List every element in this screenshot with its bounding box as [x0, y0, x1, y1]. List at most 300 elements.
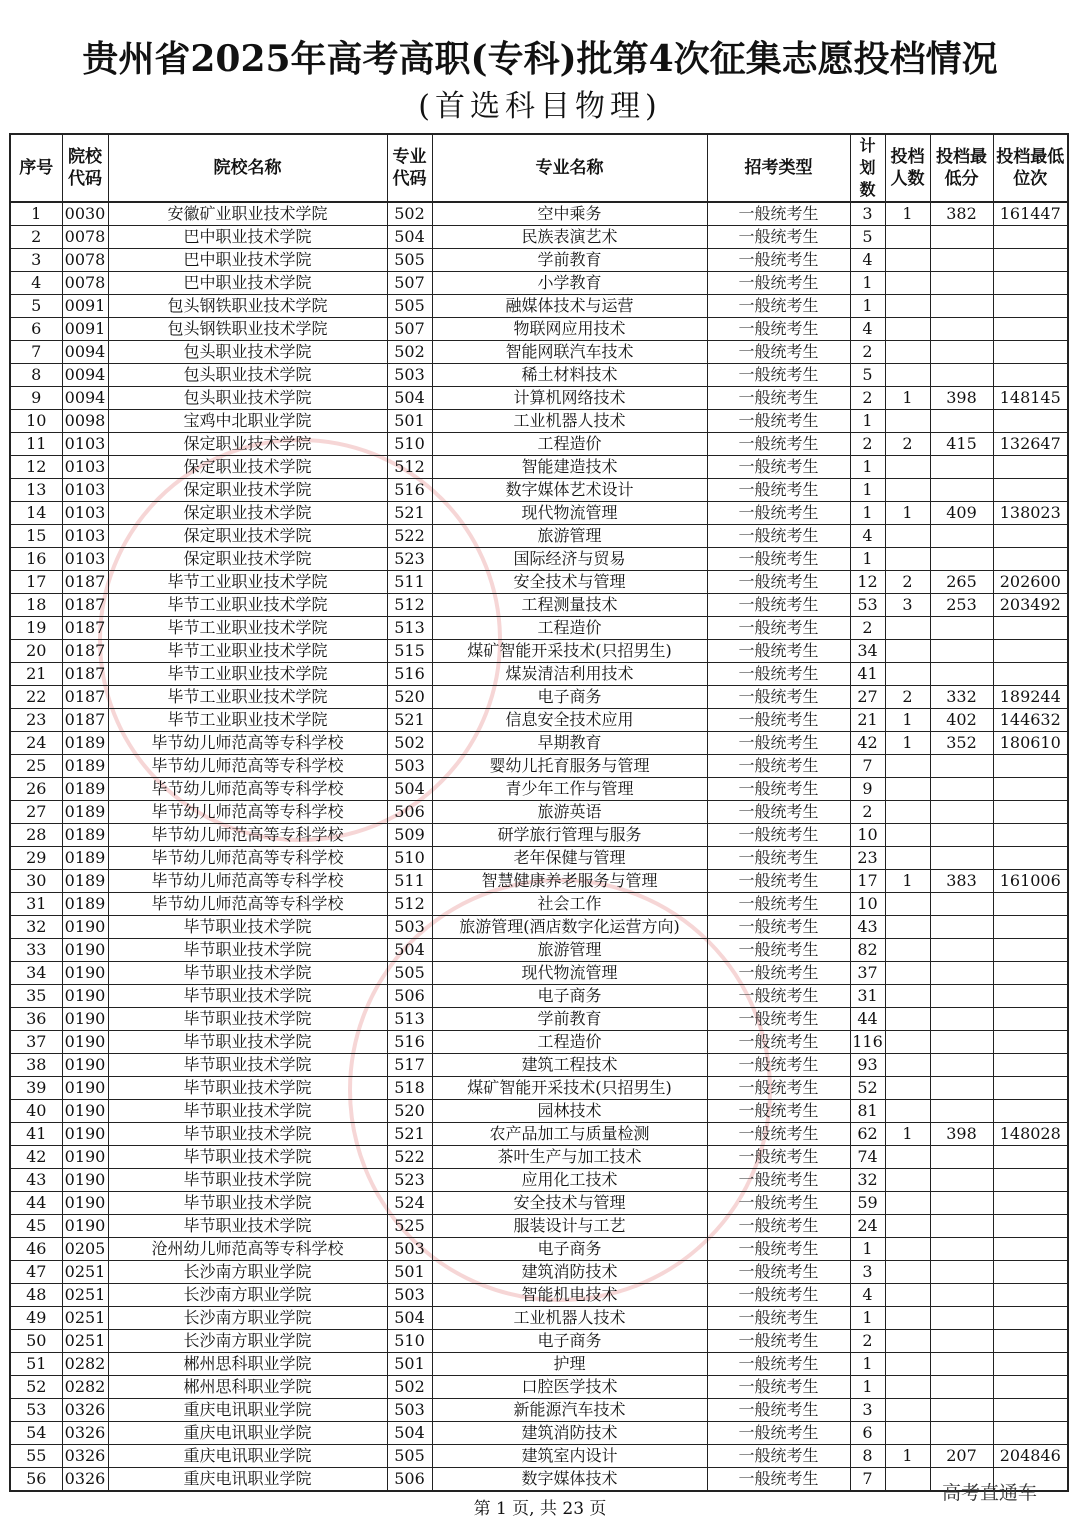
cell-plan: 5 [850, 364, 885, 387]
cell-major-code: 504 [387, 1307, 432, 1330]
table-row [10, 479, 1068, 502]
cell-plan: 1 [850, 1376, 885, 1399]
cell-seq: 53 [10, 1399, 62, 1422]
table-row [10, 801, 1068, 824]
cell-min-score [930, 1376, 993, 1399]
cell-school-name: 包头职业技术学院 [108, 341, 387, 364]
cell-type: 一般统考生 [707, 1422, 850, 1445]
table-row [10, 778, 1068, 801]
cell-school-name: 郴州思科职业学院 [108, 1353, 387, 1376]
cell-plan: 52 [850, 1077, 885, 1100]
cell-school-name: 毕节职业技术学院 [108, 1215, 387, 1238]
cell-major-name: 煤矿智能开采技术(只招男生) [432, 640, 707, 663]
cell-plan: 7 [850, 1468, 885, 1492]
header-admitted [885, 134, 930, 202]
table-row [10, 295, 1068, 318]
cell-plan: 34 [850, 640, 885, 663]
table-row [10, 1422, 1068, 1445]
cell-min-rank [993, 1146, 1068, 1169]
cell-major-name: 智能建造技术 [432, 456, 707, 479]
cell-major-name: 智能网联汽车技术 [432, 341, 707, 364]
cell-major-name: 电子商务 [432, 1238, 707, 1261]
cell-school-code: 0251 [62, 1261, 108, 1284]
table-row [10, 1192, 1068, 1215]
cell-plan: 42 [850, 732, 885, 755]
cell-major-name: 工业机器人技术 [432, 410, 707, 433]
cell-school-name: 毕节幼儿师范高等专科学校 [108, 778, 387, 801]
cell-school-name: 重庆电讯职业学院 [108, 1422, 387, 1445]
cell-plan: 12 [850, 571, 885, 594]
cell-min-score [930, 1307, 993, 1330]
brand-label: 高考直通车 [942, 1482, 1038, 1504]
cell-school-code: 0103 [62, 456, 108, 479]
cell-major-code: 502 [387, 1376, 432, 1399]
cell-admitted: 1 [885, 502, 930, 525]
cell-type: 一般统考生 [707, 1238, 850, 1261]
cell-major-code: 503 [387, 916, 432, 939]
cell-school-code: 0187 [62, 663, 108, 686]
cell-seq: 22 [10, 686, 62, 709]
cell-major-name: 工程造价 [432, 433, 707, 456]
cell-min-rank [993, 525, 1068, 548]
cell-major-code: 504 [387, 939, 432, 962]
cell-admitted: 1 [885, 870, 930, 893]
cell-min-score [930, 893, 993, 916]
cell-major-code: 524 [387, 1192, 432, 1215]
cell-min-score [930, 824, 993, 847]
cell-major-name: 计算机网络技术 [432, 387, 707, 410]
cell-seq: 8 [10, 364, 62, 387]
cell-admitted [885, 226, 930, 249]
cell-min-score [930, 985, 993, 1008]
cell-admitted [885, 1054, 930, 1077]
cell-min-rank [993, 1031, 1068, 1054]
cell-min-rank [993, 456, 1068, 479]
cell-min-score [930, 272, 993, 295]
cell-type: 一般统考生 [707, 962, 850, 985]
cell-admitted [885, 456, 930, 479]
cell-school-code: 0189 [62, 778, 108, 801]
cell-school-code: 0187 [62, 617, 108, 640]
cell-seq: 34 [10, 962, 62, 985]
header-min-score-text: 投档最低分 [936, 147, 987, 189]
cell-type: 一般统考生 [707, 1399, 850, 1422]
cell-seq: 37 [10, 1031, 62, 1054]
cell-admitted [885, 272, 930, 295]
cell-type: 一般统考生 [707, 226, 850, 249]
cell-min-score [930, 640, 993, 663]
cell-type: 一般统考生 [707, 1445, 850, 1468]
cell-min-rank [993, 824, 1068, 847]
cell-major-name: 空中乘务 [432, 202, 707, 226]
cell-school-name: 毕节职业技术学院 [108, 1100, 387, 1123]
cell-school-code: 0187 [62, 571, 108, 594]
cell-major-code: 521 [387, 1123, 432, 1146]
cell-admitted [885, 824, 930, 847]
cell-major-name: 民族表演艺术 [432, 226, 707, 249]
cell-min-score [930, 318, 993, 341]
cell-major-name: 学前教育 [432, 1008, 707, 1031]
cell-school-name: 安徽矿业职业技术学院 [108, 202, 387, 226]
cell-major-name: 学前教育 [432, 249, 707, 272]
cell-type: 一般统考生 [707, 732, 850, 755]
cell-min-score: 383 [930, 870, 993, 893]
cell-school-code: 0078 [62, 272, 108, 295]
cell-min-score [930, 410, 993, 433]
cell-admitted [885, 1192, 930, 1215]
cell-school-code: 0190 [62, 1123, 108, 1146]
cell-major-code: 503 [387, 364, 432, 387]
cell-seq: 4 [10, 272, 62, 295]
cell-type: 一般统考生 [707, 1376, 850, 1399]
cell-school-name: 毕节职业技术学院 [108, 1054, 387, 1077]
cell-plan: 2 [850, 433, 885, 456]
cell-school-code: 0190 [62, 1192, 108, 1215]
table-row [10, 1054, 1068, 1077]
cell-plan: 1 [850, 1307, 885, 1330]
cell-school-name: 毕节职业技术学院 [108, 939, 387, 962]
cell-school-name: 毕节幼儿师范高等专科学校 [108, 755, 387, 778]
cell-major-name: 茶叶生产与加工技术 [432, 1146, 707, 1169]
cell-type: 一般统考生 [707, 1261, 850, 1284]
cell-seq: 56 [10, 1468, 62, 1492]
cell-plan: 8 [850, 1445, 885, 1468]
table-row [10, 847, 1068, 870]
cell-seq: 13 [10, 479, 62, 502]
cell-major-code: 504 [387, 1422, 432, 1445]
table-row [10, 1169, 1068, 1192]
cell-min-rank: 203492 [993, 594, 1068, 617]
header-major-code-text: 专业代码 [392, 147, 427, 189]
cell-type: 一般统考生 [707, 778, 850, 801]
cell-type: 一般统考生 [707, 985, 850, 1008]
cell-min-rank [993, 755, 1068, 778]
table-row [10, 755, 1068, 778]
cell-major-code: 513 [387, 1008, 432, 1031]
page-subtitle: (首选科目物理) [418, 89, 662, 124]
cell-seq: 3 [10, 249, 62, 272]
cell-min-score [930, 548, 993, 571]
table-row [10, 502, 1068, 525]
cell-seq: 26 [10, 778, 62, 801]
cell-min-rank [993, 272, 1068, 295]
table-row [10, 571, 1068, 594]
cell-plan: 4 [850, 525, 885, 548]
cell-admitted: 2 [885, 686, 930, 709]
table-row [10, 709, 1068, 732]
cell-type: 一般统考生 [707, 870, 850, 893]
cell-major-name: 建筑室内设计 [432, 1445, 707, 1468]
cell-min-score [930, 295, 993, 318]
table-row [10, 1031, 1068, 1054]
cell-plan: 1 [850, 1238, 885, 1261]
cell-plan: 74 [850, 1146, 885, 1169]
cell-admitted: 1 [885, 387, 930, 410]
cell-admitted [885, 1284, 930, 1307]
cell-admitted [885, 318, 930, 341]
cell-admitted [885, 479, 930, 502]
cell-school-code: 0187 [62, 709, 108, 732]
cell-major-name: 建筑工程技术 [432, 1054, 707, 1077]
cell-school-name: 保定职业技术学院 [108, 456, 387, 479]
cell-admitted [885, 640, 930, 663]
cell-major-name: 电子商务 [432, 985, 707, 1008]
cell-seq: 16 [10, 548, 62, 571]
table-row [10, 824, 1068, 847]
cell-type: 一般统考生 [707, 594, 850, 617]
cell-min-rank [993, 1376, 1068, 1399]
cell-seq: 43 [10, 1169, 62, 1192]
table-row [10, 1100, 1068, 1123]
cell-school-name: 包头职业技术学院 [108, 364, 387, 387]
cell-major-name: 旅游管理 [432, 525, 707, 548]
cell-plan: 37 [850, 962, 885, 985]
cell-min-rank [993, 1422, 1068, 1445]
cell-school-name: 郴州思科职业学院 [108, 1376, 387, 1399]
table-row [10, 249, 1068, 272]
cell-min-score: 207 [930, 1445, 993, 1468]
cell-major-code: 522 [387, 1146, 432, 1169]
cell-admitted: 1 [885, 1445, 930, 1468]
cell-min-score [930, 1146, 993, 1169]
page-title: 贵州省2025年高考高职(专科)批第4次征集志愿投档情况 [82, 38, 998, 80]
cell-type: 一般统考生 [707, 824, 850, 847]
cell-school-code: 0189 [62, 893, 108, 916]
cell-type: 一般统考生 [707, 525, 850, 548]
cell-plan: 21 [850, 709, 885, 732]
cell-admitted [885, 410, 930, 433]
table-row [10, 272, 1068, 295]
cell-admitted [885, 1077, 930, 1100]
cell-seq: 54 [10, 1422, 62, 1445]
cell-school-name: 巴中职业技术学院 [108, 226, 387, 249]
cell-school-code: 0282 [62, 1376, 108, 1399]
cell-type: 一般统考生 [707, 1169, 850, 1192]
cell-min-rank [993, 801, 1068, 824]
cell-school-code: 0091 [62, 318, 108, 341]
cell-major-name: 早期教育 [432, 732, 707, 755]
table-row [10, 1445, 1068, 1468]
cell-seq: 19 [10, 617, 62, 640]
cell-min-rank [993, 1307, 1068, 1330]
cell-type: 一般统考生 [707, 295, 850, 318]
cell-major-name: 工业机器人技术 [432, 1307, 707, 1330]
cell-major-code: 503 [387, 1399, 432, 1422]
cell-type: 一般统考生 [707, 1284, 850, 1307]
cell-major-code: 507 [387, 272, 432, 295]
cell-seq: 6 [10, 318, 62, 341]
cell-major-name: 国际经济与贸易 [432, 548, 707, 571]
cell-school-name: 毕节职业技术学院 [108, 1031, 387, 1054]
cell-min-score [930, 1330, 993, 1353]
cell-major-code: 516 [387, 479, 432, 502]
cell-school-code: 0103 [62, 502, 108, 525]
cell-school-code: 0326 [62, 1445, 108, 1468]
cell-major-code: 522 [387, 525, 432, 548]
cell-school-name: 包头职业技术学院 [108, 387, 387, 410]
cell-school-code: 0103 [62, 433, 108, 456]
cell-major-code: 525 [387, 1215, 432, 1238]
cell-seq: 11 [10, 433, 62, 456]
table-row [10, 732, 1068, 755]
cell-admitted [885, 1261, 930, 1284]
cell-type: 一般统考生 [707, 272, 850, 295]
cell-plan: 1 [850, 502, 885, 525]
table-row [10, 939, 1068, 962]
cell-plan: 82 [850, 939, 885, 962]
cell-min-score [930, 916, 993, 939]
cell-plan: 27 [850, 686, 885, 709]
cell-plan: 5 [850, 226, 885, 249]
cell-min-score [930, 1238, 993, 1261]
cell-major-code: 504 [387, 226, 432, 249]
cell-major-name: 研学旅行管理与服务 [432, 824, 707, 847]
cell-admitted [885, 801, 930, 824]
table-row [10, 456, 1068, 479]
cell-major-name: 现代物流管理 [432, 962, 707, 985]
cell-type: 一般统考生 [707, 364, 850, 387]
cell-major-code: 505 [387, 1445, 432, 1468]
cell-seq: 29 [10, 847, 62, 870]
cell-min-rank [993, 640, 1068, 663]
cell-seq: 15 [10, 525, 62, 548]
cell-major-name: 安全技术与管理 [432, 571, 707, 594]
cell-major-name: 旅游管理 [432, 939, 707, 962]
cell-major-name: 工程测量技术 [432, 594, 707, 617]
cell-seq: 17 [10, 571, 62, 594]
cell-plan: 116 [850, 1031, 885, 1054]
table-row [10, 1468, 1068, 1492]
cell-plan: 44 [850, 1008, 885, 1031]
cell-admitted [885, 295, 930, 318]
cell-major-name: 安全技术与管理 [432, 1192, 707, 1215]
cell-school-code: 0187 [62, 594, 108, 617]
cell-school-code: 0251 [62, 1330, 108, 1353]
cell-major-code: 501 [387, 1353, 432, 1376]
table-row [10, 1261, 1068, 1284]
cell-school-name: 毕节工业职业技术学院 [108, 663, 387, 686]
cell-major-code: 505 [387, 962, 432, 985]
table-row [10, 1123, 1068, 1146]
cell-major-name: 小学教育 [432, 272, 707, 295]
cell-admitted [885, 1376, 930, 1399]
cell-admitted [885, 1031, 930, 1054]
cell-seq: 35 [10, 985, 62, 1008]
cell-plan: 81 [850, 1100, 885, 1123]
table-row [10, 663, 1068, 686]
table-row [10, 1238, 1068, 1261]
cell-school-name: 保定职业技术学院 [108, 525, 387, 548]
cell-seq: 52 [10, 1376, 62, 1399]
cell-plan: 3 [850, 1261, 885, 1284]
cell-school-code: 0103 [62, 479, 108, 502]
cell-min-score [930, 1422, 993, 1445]
cell-type: 一般统考生 [707, 663, 850, 686]
cell-min-rank [993, 1330, 1068, 1353]
cell-plan: 2 [850, 341, 885, 364]
cell-type: 一般统考生 [707, 755, 850, 778]
cell-admitted [885, 1353, 930, 1376]
cell-seq: 55 [10, 1445, 62, 1468]
cell-school-name: 毕节幼儿师范高等专科学校 [108, 847, 387, 870]
cell-min-score [930, 1353, 993, 1376]
cell-seq: 2 [10, 226, 62, 249]
cell-seq: 1 [10, 202, 62, 226]
cell-min-rank: 148145 [993, 387, 1068, 410]
cell-type: 一般统考生 [707, 410, 850, 433]
cell-min-score [930, 364, 993, 387]
cell-admitted [885, 1215, 930, 1238]
table-row [10, 226, 1068, 249]
cell-school-code: 0094 [62, 364, 108, 387]
cell-admitted [885, 1422, 930, 1445]
table-row [10, 893, 1068, 916]
cell-min-score [930, 801, 993, 824]
table-row [10, 1353, 1068, 1376]
cell-major-name: 智慧健康养老服务与管理 [432, 870, 707, 893]
cell-school-code: 0190 [62, 962, 108, 985]
header-admitted-text: 投档人数 [890, 147, 925, 189]
cell-seq: 9 [10, 387, 62, 410]
cell-type: 一般统考生 [707, 1054, 850, 1077]
cell-major-name: 口腔医学技术 [432, 1376, 707, 1399]
cell-admitted [885, 1238, 930, 1261]
cell-seq: 10 [10, 410, 62, 433]
cell-type: 一般统考生 [707, 1215, 850, 1238]
cell-major-name: 园林技术 [432, 1100, 707, 1123]
cell-min-rank [993, 1077, 1068, 1100]
cell-type: 一般统考生 [707, 1031, 850, 1054]
cell-school-name: 重庆电讯职业学院 [108, 1445, 387, 1468]
cell-school-code: 0189 [62, 824, 108, 847]
cell-major-name: 电子商务 [432, 686, 707, 709]
table-row [10, 433, 1068, 456]
cell-major-name: 旅游英语 [432, 801, 707, 824]
cell-plan: 1 [850, 295, 885, 318]
cell-plan: 4 [850, 1284, 885, 1307]
cell-min-score: 398 [930, 1123, 993, 1146]
cell-type: 一般统考生 [707, 456, 850, 479]
cell-seq: 31 [10, 893, 62, 916]
cell-min-score [930, 1192, 993, 1215]
cell-school-code: 0282 [62, 1353, 108, 1376]
cell-min-rank: 202600 [993, 571, 1068, 594]
cell-major-code: 513 [387, 617, 432, 640]
cell-min-score [930, 1031, 993, 1054]
cell-major-code: 512 [387, 456, 432, 479]
cell-min-score: 402 [930, 709, 993, 732]
cell-admitted [885, 1008, 930, 1031]
cell-major-name: 服装设计与工艺 [432, 1215, 707, 1238]
cell-admitted [885, 548, 930, 571]
cell-school-name: 毕节幼儿师范高等专科学校 [108, 870, 387, 893]
cell-school-name: 保定职业技术学院 [108, 548, 387, 571]
cell-admitted [885, 617, 930, 640]
table-row [10, 985, 1068, 1008]
cell-seq: 36 [10, 1008, 62, 1031]
cell-min-rank [993, 1008, 1068, 1031]
cell-min-score [930, 479, 993, 502]
cell-school-name: 毕节职业技术学院 [108, 985, 387, 1008]
cell-plan: 62 [850, 1123, 885, 1146]
cell-school-code: 0190 [62, 939, 108, 962]
cell-min-rank [993, 410, 1068, 433]
cell-plan: 32 [850, 1169, 885, 1192]
header-major-name: 专业名称 [432, 134, 707, 202]
cell-min-score [930, 1169, 993, 1192]
cell-school-name: 包头钢铁职业技术学院 [108, 295, 387, 318]
cell-major-code: 520 [387, 686, 432, 709]
